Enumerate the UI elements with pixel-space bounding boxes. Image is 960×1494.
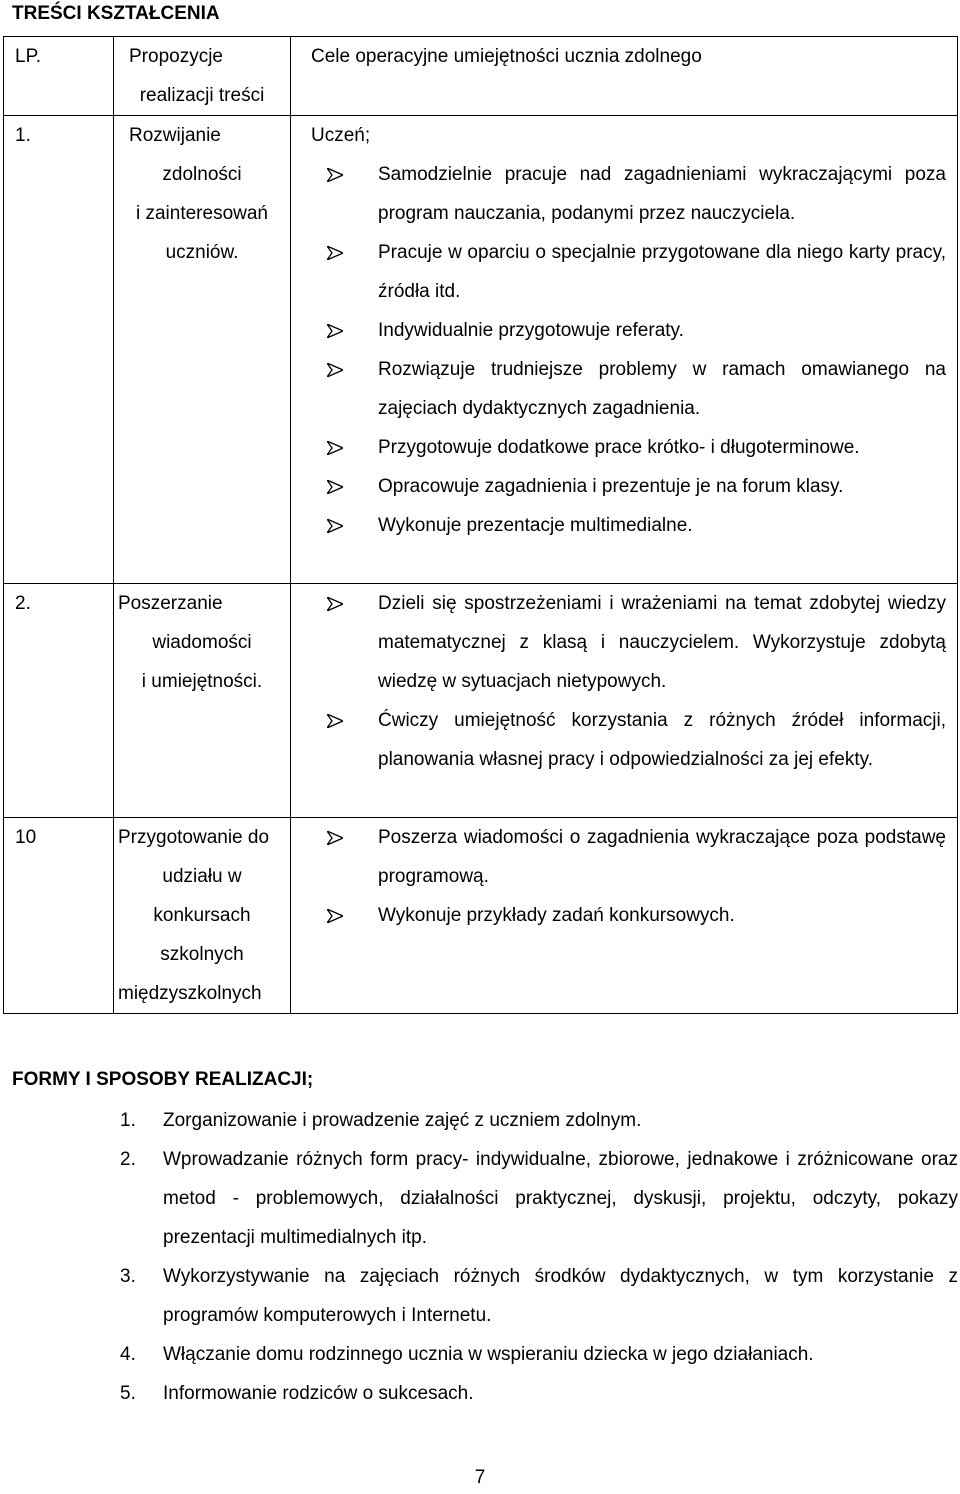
forms-title: FORMY I SPOSOBY REALIZACJI;: [12, 1069, 314, 1090]
arrow-bullet-icon: [327, 363, 343, 377]
arrow-bullet-icon: [327, 909, 343, 923]
proposal-line: wiadomości: [152, 632, 252, 653]
table-header-row: [4, 37, 958, 116]
header-proposals: [114, 37, 291, 116]
header-lp: LP.: [4, 37, 114, 116]
list-item-text: Wykonuje przykłady zadań konkursowych.: [378, 905, 735, 926]
arrow-bullet-icon: [327, 831, 343, 845]
row-number: 2.: [4, 584, 114, 818]
section-title: TREŚCI KSZTAŁCENIA: [12, 3, 220, 24]
proposal-line: Przygotowanie do: [118, 827, 270, 848]
header-proposals-line2: realizacji treści: [139, 85, 265, 106]
list-item: [311, 155, 946, 233]
list-item-number: 2.: [120, 1149, 136, 1170]
proposal-line: udziału w: [162, 866, 242, 887]
list-item-text: Poszerza wiadomości o zagadnienia wykraczające poza podstawę programową.: [378, 827, 946, 887]
arrow-bullet-icon: [327, 714, 343, 728]
content-table: [3, 36, 958, 1014]
list-item-text: Zorganizowanie i prowadzenie zajęć z uczniem zdolnym.: [163, 1110, 642, 1131]
list-item: [120, 1140, 958, 1257]
proposal-line: szkolnych: [160, 944, 244, 965]
list-item: [120, 1101, 958, 1140]
forms-list: [120, 1101, 958, 1413]
table-row: [4, 818, 958, 1014]
list-item-text: Samodzielnie pracuje nad zagadnieniami wykraczającymi poza program nauczania, podanymi przez nauczyciela.: [378, 164, 946, 224]
list-item-text: Rozwiązuje trudniejsze problemy w ramach omawianego na zajęciach dydaktycznych zagadnienia.: [378, 359, 946, 419]
list-item-text: Wprowadzanie różnych form pracy- indywidualne, zbiorowe, jednakowe i zróżnicowane oraz metod - problemowych, działalności praktycznej, dyskusji, projektu, odczyty, pokazy prezentacji multimedialnych itp.: [163, 1149, 958, 1248]
goals-list: [311, 584, 946, 779]
row-proposal: [114, 818, 291, 1014]
table-row: [4, 584, 958, 818]
proposal-line: Rozwijanie: [129, 125, 221, 146]
proposal-line: i umiejętności.: [141, 671, 263, 692]
goals-list: [311, 818, 946, 935]
table-row: [4, 116, 958, 584]
list-item-text: Ćwiczy umiejętność korzystania z różnych źródeł informacji, planowania własnej pracy i odpowiedzialności za jej efekty.: [378, 710, 946, 770]
row-goals: [291, 116, 958, 584]
arrow-bullet-icon: [327, 246, 343, 260]
list-item: [311, 233, 946, 311]
list-item: [311, 428, 946, 467]
list-item-text: Informowanie rodziców o sukcesach.: [163, 1383, 474, 1404]
list-item: [120, 1257, 958, 1335]
list-item: [311, 350, 946, 428]
row-proposal: [114, 116, 291, 584]
page-number: 7: [474, 1467, 486, 1488]
arrow-bullet-icon: [327, 441, 343, 455]
list-item: [311, 584, 946, 701]
list-item-text: Pracuje w oparciu o specjalnie przygotowane dla niego karty pracy, źródła itd.: [378, 242, 946, 302]
list-item: [120, 1374, 958, 1413]
list-item-text: Indywidualnie przygotowuje referaty.: [378, 320, 684, 341]
header-proposals-line1: Propozycje: [129, 46, 223, 67]
list-item-text: Wykorzystywanie na zajęciach różnych środków dydaktycznych, w tym korzystanie z programów komputerowych i Internetu.: [163, 1266, 958, 1326]
list-item-text: Opracowuje zagadnienia i prezentuje je na forum klasy.: [378, 476, 844, 497]
arrow-bullet-icon: [327, 480, 343, 494]
list-item-number: 4.: [120, 1344, 136, 1365]
goals-list: [311, 155, 946, 545]
row-goals: [291, 818, 958, 1014]
proposal-line: Poszerzanie: [118, 593, 223, 614]
proposal-line: międzyszkolnych: [118, 983, 262, 1004]
row-number: 1.: [4, 116, 114, 584]
arrow-bullet-icon: [327, 324, 343, 338]
list-item-number: 1.: [120, 1110, 136, 1131]
row-goals: [291, 584, 958, 818]
list-item: [311, 701, 946, 779]
list-item: [311, 311, 946, 350]
arrow-bullet-icon: [327, 519, 343, 533]
list-item: [311, 506, 946, 545]
list-item-text: Dzieli się spostrzeżeniami i wrażeniami na temat zdobytej wiedzy matematycznej z klasą i nauczycielem. Wykorzystuje zdobytą wiedzę w sytuacjach nietypowych.: [378, 593, 946, 692]
list-item-number: 5.: [120, 1383, 136, 1404]
arrow-bullet-icon: [327, 597, 343, 611]
proposal-line: uczniów.: [165, 242, 239, 263]
list-item-text: Wykonuje prezentacje multimedialne.: [378, 515, 693, 536]
arrow-bullet-icon: [327, 168, 343, 182]
row-proposal: [114, 584, 291, 818]
proposal-line: zdolności: [162, 164, 242, 185]
row-number: 10: [4, 818, 114, 1014]
list-item-text: Włączanie domu rodzinnego ucznia w wspieraniu dziecka w jego działaniach.: [163, 1344, 814, 1365]
list-item-number: 3.: [120, 1266, 136, 1287]
proposal-line: konkursach: [153, 905, 251, 926]
goals-intro: Uczeń;: [311, 125, 371, 146]
proposal-line: i zainteresowań: [135, 203, 269, 224]
list-item: [311, 467, 946, 506]
list-item: [311, 896, 946, 935]
list-item-text: Przygotowuje dodatkowe prace krótko- i długoterminowe.: [378, 437, 860, 458]
list-item: [120, 1335, 958, 1374]
header-goals: Cele operacyjne umiejętności ucznia zdolnego: [291, 37, 958, 116]
list-item: [311, 818, 946, 896]
